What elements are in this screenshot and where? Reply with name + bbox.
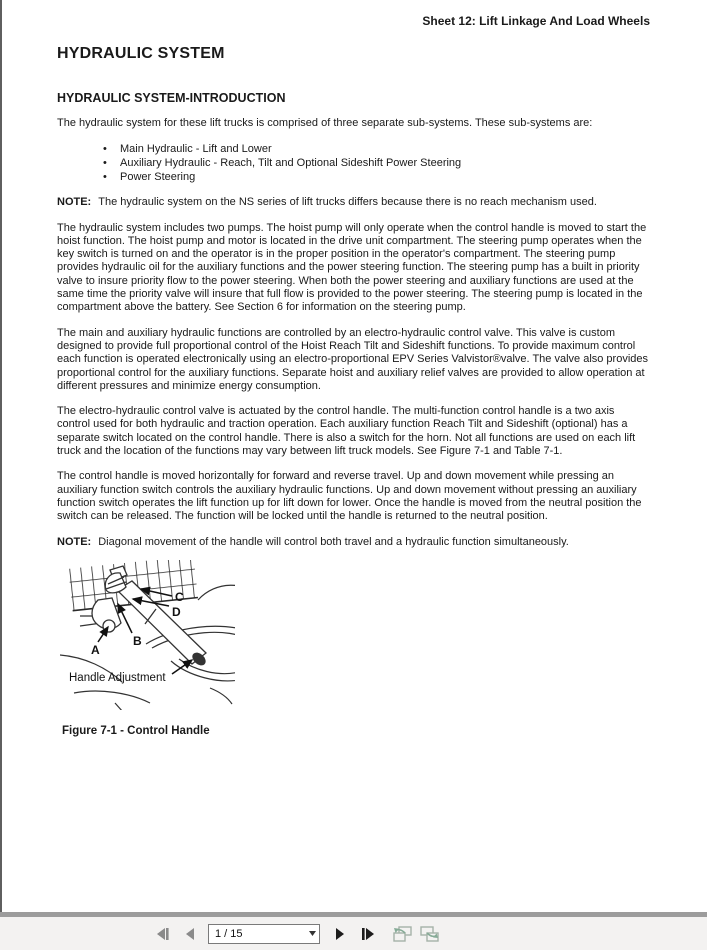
sheet-header: Sheet 12: Lift Linkage And Load Wheels bbox=[422, 14, 650, 28]
next-view-icon bbox=[419, 925, 441, 943]
note-paragraph bbox=[57, 536, 650, 549]
body-paragraph: The hydraulic system includes two pumps. The hoist pump will only operate when the control handle is moved to start the hoist function. The hoist pump and motor is located in the drive unit compartment. The steering pump operates when the key switch is turned on and the operator is in the proper position in the operator's compartment. The steering pump provides hydraulic oil for the auxiliary functions and the power steering function. The steering pump has a built in priority valve to insure priority flow to the power steering. When both the power steering and auxiliary functions are used at the same time the priority valve will insure that full flow is provided to the power steering. The steering pump is located in the compartment above the battery. See Section 6 for information on the steering pump. bbox=[57, 221, 647, 314]
previous-page-button[interactable] bbox=[178, 923, 202, 945]
body-paragraph: The electro-hydraulic control valve is actuated by the control handle. The multi-function control handle is a two axis control used for both hydraulic and traction operation. Each auxiliary function Reach Tilt and Sideshift (optional) has a separate switch located on the control handle. There is also a switch for the horn. Not all functions are used on each lift truck and the location of the functions may vary between lift truck models. See Figure 7-1 and Table 7-1. bbox=[57, 405, 636, 458]
list-item-text: Power Steering bbox=[120, 171, 196, 184]
list-item-text: Main Hydraulic - Lift and Lower bbox=[120, 143, 272, 156]
subsystem-list bbox=[57, 142, 650, 184]
page-navigation-toolbar bbox=[0, 917, 707, 950]
control-handle-figure bbox=[60, 560, 650, 737]
last-page-button[interactable] bbox=[356, 923, 380, 945]
next-page-icon bbox=[333, 927, 347, 941]
page-indicator: 1 / 15 bbox=[215, 927, 243, 940]
figure-label-d: D bbox=[172, 604, 181, 619]
bullet-icon: • bbox=[103, 143, 107, 156]
note-label: NOTE: bbox=[57, 196, 92, 209]
note-text: Diagonal movement of the handle will control both travel and a hydraulic function simultaneously. bbox=[98, 535, 569, 548]
intro-paragraph: The hydraulic system for these lift trucks is comprised of three separate sub-systems. These sub-systems are: bbox=[57, 117, 593, 129]
chevron-down-icon bbox=[305, 931, 319, 936]
document-page bbox=[2, 0, 707, 737]
first-page-button[interactable] bbox=[150, 923, 174, 945]
last-page-icon bbox=[360, 927, 377, 941]
note-label: NOTE: bbox=[57, 535, 92, 548]
figure-label-a: A bbox=[91, 642, 100, 657]
next-page-button[interactable] bbox=[328, 923, 352, 945]
body-paragraph: The main and auxiliary hydraulic functions are controlled by an electro-hydraulic control valve. This valve is custom designed to provide full proportional control of the Hoist Reach Tilt and Sideshift functions. To provide maximum control each function is operated electronically using an electro-proportional EPV Series Valvistor®valve. The valve also provides proportional control for the auxiliary functions. Separate hoist and auxiliary relief valves are provided to allow operation at different pressures and minimize energy consumption. bbox=[57, 326, 649, 392]
first-page-icon bbox=[154, 927, 171, 941]
control-handle-illustration bbox=[60, 560, 235, 710]
figure-label-handle-adjustment: Handle Adjustment bbox=[69, 671, 166, 684]
note-text: The hydraulic system on the NS series of lift trucks differs because there is no reach mechanism used. bbox=[98, 196, 597, 209]
previous-view-button[interactable] bbox=[390, 923, 414, 945]
list-item bbox=[103, 156, 650, 170]
list-item bbox=[103, 142, 650, 156]
page-number-select[interactable] bbox=[208, 924, 320, 944]
note-paragraph bbox=[57, 196, 650, 209]
page-title: HYDRAULIC SYSTEM bbox=[57, 45, 225, 62]
previous-page-icon bbox=[183, 927, 197, 941]
figure-label-b: B bbox=[133, 633, 142, 648]
bullet-icon: • bbox=[103, 157, 107, 170]
figure-label-c: C bbox=[175, 589, 184, 604]
list-item bbox=[103, 170, 650, 184]
next-view-button[interactable] bbox=[418, 923, 442, 945]
section-heading: HYDRAULIC SYSTEM-INTRODUCTION bbox=[57, 91, 286, 105]
figure-caption: Figure 7-1 - Control Handle bbox=[62, 724, 210, 737]
body-paragraph: The control handle is moved horizontally for forward and reverse travel. Up and down movement while pressing an auxiliary function switch controls the auxiliary hydraulic functions. Up and down movement without pressing an auxiliary function switch operates the lift function up for lift down for lower. Once the handle is moved from the neutral position the switch can be released. The function will be locked until the handle is returned to the neutral position. bbox=[57, 470, 642, 523]
bullet-icon: • bbox=[103, 171, 107, 184]
list-item-text: Auxiliary Hydraulic - Reach, Tilt and Optional Sideshift Power Steering bbox=[120, 157, 462, 170]
previous-view-icon bbox=[391, 925, 413, 943]
